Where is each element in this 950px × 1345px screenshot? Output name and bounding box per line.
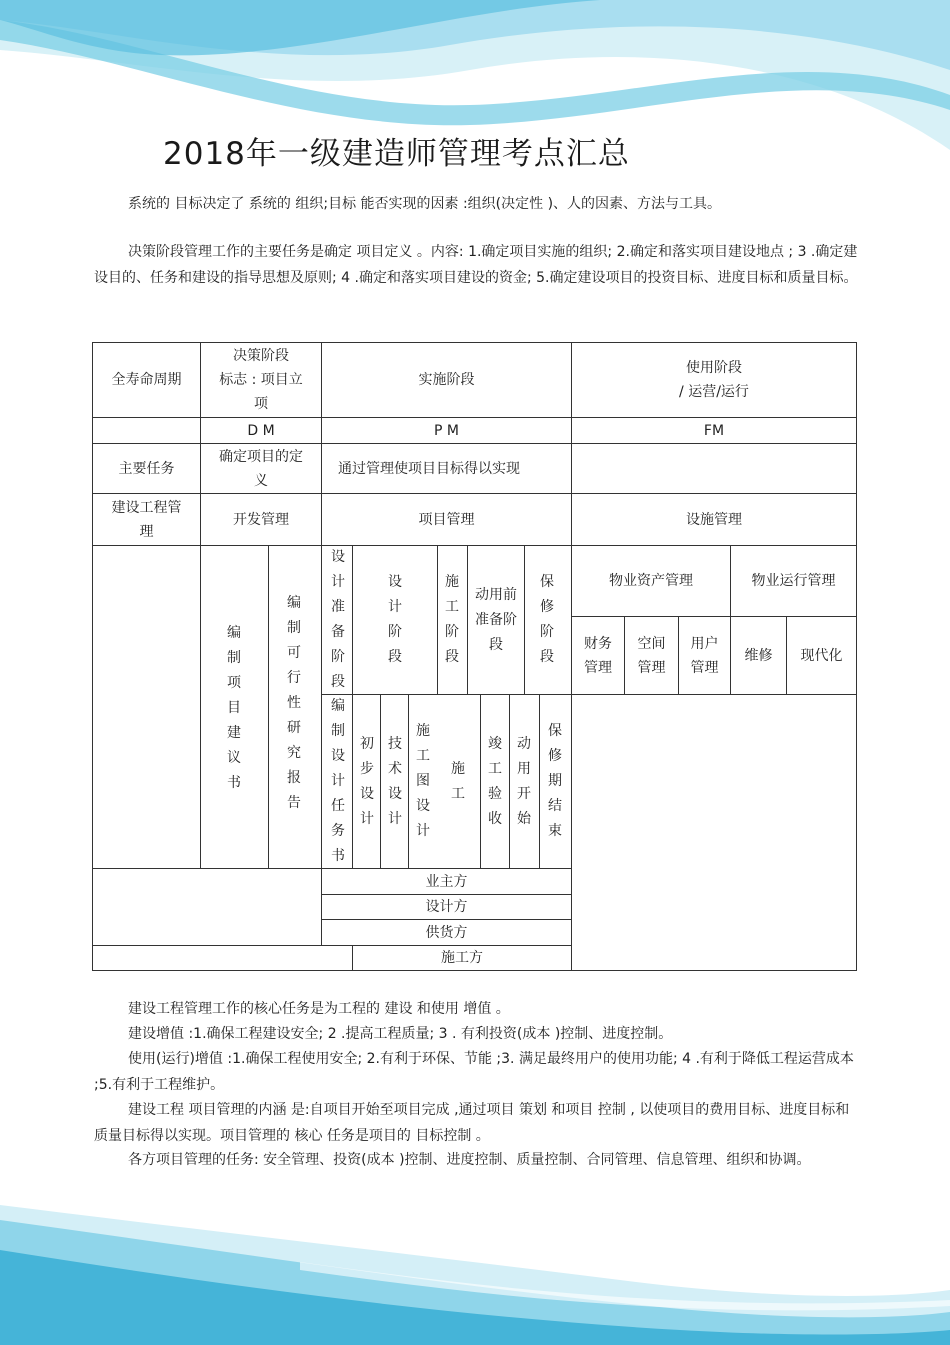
cell-pre-use-prep: 动用前准备阶段	[475, 586, 517, 653]
paragraph-core-task: 建设工程管理工作的核心任务是为工程的 建设 和使用 增值 。	[128, 1001, 510, 1017]
cell-tech-design: 技术设计	[388, 735, 402, 827]
cell-ops-mgmt: 物业运行管理	[751, 573, 836, 589]
cell-design-stage: 设计阶段	[388, 574, 402, 665]
cell-decision-stage: 决策阶段 标志 : 项目立 项	[219, 348, 303, 412]
paragraph-pm-tasks: 各方项目管理的任务: 安全管理、投资(成本 )控制、进度控制、质量控制、合同管理、信息管理、组织和协调。	[128, 1152, 811, 1168]
cell-modernization: 现代化	[800, 647, 843, 664]
cell-proposal: 编制项目建议书	[227, 624, 241, 791]
cell-lifecycle: 全寿命周期	[111, 372, 182, 388]
cell-feasibility: 编制可行性研究报告	[287, 594, 301, 811]
cell-supplier: 供货方	[425, 924, 468, 941]
cell-finance: 财务 管理	[584, 635, 612, 676]
page-title: 2018年一级建造师管理考点汇总	[163, 136, 630, 172]
paragraph-use-value: 使用(运行)增值 :1.确保工程使用安全; 2.有利于环保、节能 ;3. 满足最终用户的使用功能; 4 .有利于降低工程运营成本 ;5.有利于工程维护。	[94, 1051, 854, 1093]
cell-implementation-stage: 实施阶段	[418, 372, 475, 388]
cell-owner: 业主方	[425, 873, 468, 890]
cell-contractor: 施工方	[441, 950, 483, 966]
cell-space: 空间 管理	[637, 635, 666, 676]
cell-drawing-design: 施工图设计	[416, 723, 430, 839]
cell-construction: 施工	[451, 760, 465, 802]
cell-design-brief: 编制设计任务书	[331, 698, 345, 864]
paragraph-construction-value: 建设增值 :1.确保工程建设安全; 2 .提高工程质量; 3 . 有利投资(成本 )控制、进度控制。	[128, 1026, 673, 1042]
cell-facility-mgmt: 设施管理	[686, 511, 742, 528]
cell-asset-mgmt: 物业资产管理	[609, 573, 693, 589]
cell-maintenance: 维修	[744, 647, 773, 664]
cell-warranty-stage: 保修阶段	[540, 574, 554, 665]
cell-construction-stage: 施工阶段	[445, 574, 459, 665]
cell-user: 用户 管理	[690, 635, 719, 676]
cell-fm: FM	[703, 422, 725, 439]
cell-main-task: 主要任务	[118, 460, 175, 477]
cell-pm: P M	[434, 422, 459, 439]
cell-completion: 竣工验收	[488, 735, 502, 827]
cell-designer: 设计方	[425, 899, 468, 915]
cell-start-use: 动用开始	[517, 735, 531, 827]
cell-dev-mgmt: 开发管理	[233, 511, 289, 528]
cell-project-mgmt: 项目管理	[418, 511, 475, 528]
cell-construction-mgmt: 建设工程管 理	[111, 499, 182, 540]
cell-dm: D M	[247, 422, 275, 439]
paragraph-decision-stage: 决策阶段管理工作的主要任务是确定 项目定义 。内容: 1.确定项目实施的组织; 2.确定和落实项目建设地点 ; 3 .确定建设目的、任务和建设的指导思想及原则; 4 .确定和落实项目建设的资金; 5.确定建设项目的投资目标、进度目标和质量目标。	[94, 244, 858, 286]
paragraph-pm-meaning: 建设工程 项目管理的内涵 是:自项目开始至项目完成 ,通过项目 策划 和项目 控制 , 以使项目的费用目标、进度目标和质量目标得以实现。项目管理的 核心 任务是项目的 目标控制 。	[94, 1102, 850, 1144]
paragraph-system-goals: 系统的 目标决定了 系统的 组织;目标 能否实现的因素 :组织(决定性 )、人的因素、方法与工具。	[128, 196, 722, 212]
cell-design-prep: 设计准备阶段	[331, 549, 345, 690]
cell-define-project: 确定项目的定 义	[219, 448, 303, 489]
cell-prelim-design: 初步设计	[360, 735, 374, 827]
cell-achieve-goals: 通过管理使项目目标得以实现	[338, 460, 520, 477]
cell-use-stage: 使用阶段 / 运营/运行	[679, 360, 749, 400]
cell-warranty-end: 保修期结束	[548, 723, 562, 839]
